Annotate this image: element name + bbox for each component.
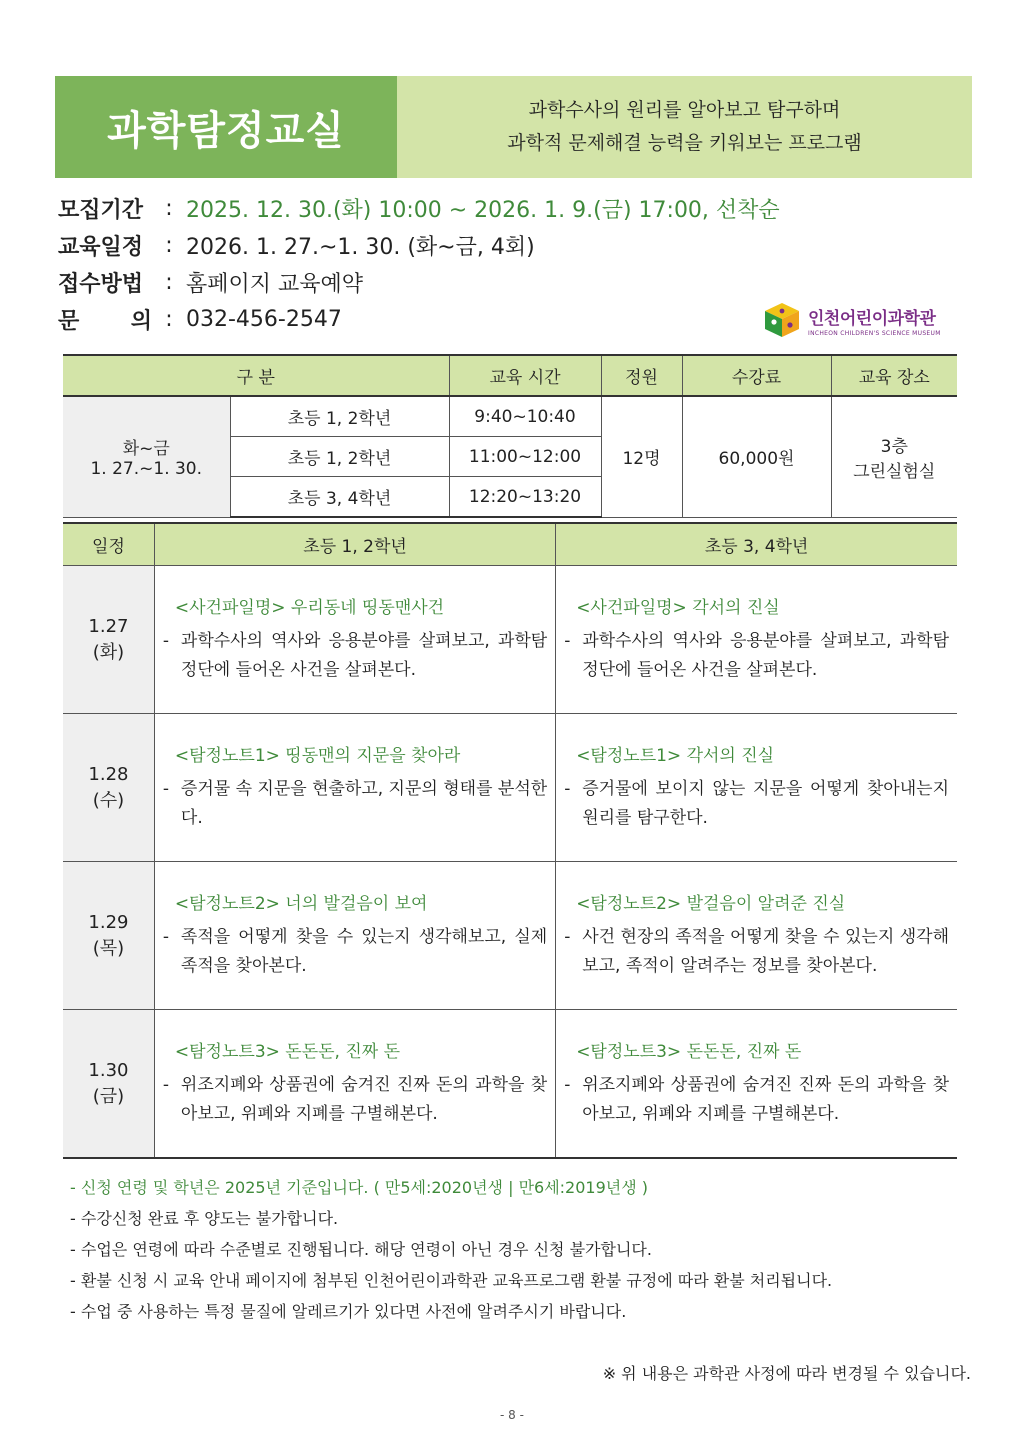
date-cell: [63, 714, 154, 862]
info-label: 접수방법: [58, 272, 144, 297]
museum-logo: [762, 296, 962, 344]
capacity-cell: 12명: [601, 396, 682, 517]
date-cell: [63, 862, 154, 1010]
period-dates: 1. 27.~1. 30.: [90, 459, 203, 480]
notice-list: [70, 1172, 970, 1327]
logo-subtitle: INCHEON CHILDREN'S SCIENCE MUSEUM: [808, 329, 941, 337]
time-cell: 12:20~13:20: [449, 477, 601, 518]
place-cell: [831, 396, 957, 517]
period-days: 화~금: [122, 439, 170, 460]
session-desc: 과학수사의 역사와 응용분야를 살펴보고, 과학탐정단에 들어온 사건을 살펴본다.: [582, 631, 949, 680]
place-room: 그린실험실: [853, 461, 936, 482]
program-title: 과학탐정교실: [107, 107, 345, 154]
upper-grade-content: <탐정노트1> 각서의 진실 - 증거물에 보이지 않는 지문을 어떻게 찾아내는지 원리를 탐구한다.: [556, 714, 957, 862]
session-day: (수): [92, 789, 125, 811]
period-cell: [63, 396, 230, 517]
lower-grade-content: <탐정노트2> 너의 발걸음이 보여 - 족적을 어떻게 찾을 수 있는지 생각해보고, 실제 족적을 찾아본다.: [154, 862, 555, 1010]
session-date: 1.28: [88, 763, 129, 785]
session-title: <사건파일명> 각서의 진실: [576, 598, 780, 618]
grade-cell: 초등 3, 4학년: [230, 477, 449, 518]
table-header: 수강료: [682, 355, 831, 396]
info-value: 홈페이지 교육예약: [186, 272, 364, 297]
curriculum-row: [63, 1010, 957, 1159]
session-desc: 위조지폐와 상품권에 숨겨진 진짜 돈의 과학을 찾아보고, 위폐와 지폐를 구별해본다.: [582, 1075, 949, 1124]
info-value: 032-456-2547: [186, 307, 342, 332]
schedule-table: [63, 354, 957, 518]
notice-item: - 수업 중 사용하는 특정 물질에 알레르기가 있다면 사전에 알려주시기 바랍니다.: [70, 1302, 627, 1321]
page-number: - 8 -: [500, 1408, 524, 1422]
info-value: 2025. 12. 30.(화) 10:00 ~ 2026. 1. 9.(금) 17:00, 선착순: [186, 198, 780, 223]
info-contact: 문 의 : 032-456-2547: [58, 301, 918, 338]
description-line: 과학적 문제해결 능력을 키워보는 프로그램: [507, 132, 862, 154]
session-desc: 과학수사의 역사와 응용분야를 살펴보고, 과학탐정단에 들어온 사건을 살펴본다.: [180, 631, 548, 680]
table-header: 초등 3, 4학년: [556, 523, 957, 566]
notice-item: - 신청 연령 및 학년은 2025년 기준입니다. ( 만5세:2020년생 | 만6세:2019년생 ): [70, 1178, 649, 1197]
session-title: <탐정노트1> 띵동맨의 지문을 찾아라: [174, 746, 461, 766]
notice-item: - 환불 신청 시 교육 안내 페이지에 첨부된 인천어린이과학관 교육프로그램 환불 규정에 따라 환불 처리됩니다.: [70, 1271, 833, 1290]
program-title-box: [55, 76, 397, 178]
time-cell: 11:00~12:00: [449, 437, 601, 477]
table-header-row: [63, 523, 957, 566]
curriculum-row: [63, 862, 957, 1010]
table-header: 초등 1, 2학년: [154, 523, 555, 566]
upper-grade-content: <탐정노트3> 돈돈돈, 진짜 돈 - 위조지폐와 상품권에 숨겨진 진짜 돈의 과학을 찾아보고, 위폐와 지폐를 구별해본다.: [556, 1010, 957, 1159]
logo-name: 인천어린이과학관: [808, 308, 936, 329]
cube-logo-icon: [762, 300, 802, 340]
session-desc: 족적을 어떻게 찾을 수 있는지 생각해보고, 실제 족적을 찾아본다.: [180, 927, 548, 976]
program-description: [397, 76, 972, 178]
session-title: <탐정노트3> 돈돈돈, 진짜 돈: [174, 1042, 401, 1062]
session-title: <탐정노트2> 발걸음이 알려준 진실: [576, 894, 846, 914]
session-day: (금): [92, 1085, 125, 1107]
grade-cell: 초등 1, 2학년: [230, 396, 449, 437]
date-cell: [63, 1010, 154, 1159]
session-day: (화): [92, 641, 125, 663]
lower-grade-content: <탐정노트3> 돈돈돈, 진짜 돈 - 위조지폐와 상품권에 숨겨진 진짜 돈의 과학을 찾아보고, 위폐와 지폐를 구별해본다.: [154, 1010, 555, 1159]
date-cell: [63, 566, 154, 714]
table-header: 정원: [601, 355, 682, 396]
info-schedule: 교육일정 : 2026. 1. 27.~1. 30. (화~금, 4회): [58, 227, 918, 264]
info-label: 모집기간: [58, 198, 144, 223]
program-header: [55, 76, 972, 178]
change-notice: ※ 위 내용은 과학관 사정에 따라 변경될 수 있습니다.: [602, 1364, 971, 1383]
lower-grade-content: <탐정노트1> 띵동맨의 지문을 찾아라 - 증거물 속 지문을 현출하고, 지문의 형태를 분석한다.: [154, 714, 555, 862]
fee-cell: 60,000원: [682, 396, 831, 517]
curriculum-row: [63, 714, 957, 862]
info-label: 교육일정: [58, 235, 144, 260]
info-recruit-period: 모집기간 : 2025. 12. 30.(화) 10:00 ~ 2026. 1. 9.(금) 17:00, 선착순: [58, 190, 918, 227]
upper-grade-content: <탐정노트2> 발걸음이 알려준 진실 - 사건 현장의 족적을 어떻게 찾을 수 있는지 생각해보고, 족적이 알려주는 정보를 찾아본다.: [556, 862, 957, 1010]
place-floor: 3층: [880, 436, 908, 457]
description-line: 과학수사의 원리를 알아보고 탐구하며: [528, 99, 841, 121]
session-date: 1.27: [88, 615, 129, 637]
lower-grade-content: <사건파일명> 우리동네 띵동맨사건 - 과학수사의 역사와 응용분야를 살펴보고, 과학탐정단에 들어온 사건을 살펴본다.: [154, 566, 555, 714]
notice-item: - 수강신청 완료 후 양도는 불가합니다.: [70, 1209, 339, 1228]
session-title: <사건파일명> 우리동네 띵동맨사건: [174, 598, 445, 618]
table-header: 구 분: [63, 355, 449, 396]
session-title: <탐정노트2> 너의 발걸음이 보여: [174, 894, 428, 914]
curriculum-table: [63, 522, 957, 1159]
grade-cell: 초등 1, 2학년: [230, 437, 449, 477]
session-desc: 사건 현장의 족적을 어떻게 찾을 수 있는지 생각해보고, 족적이 알려주는 정보를 찾아본다.: [582, 927, 949, 976]
notice-item: - 수업은 연령에 따라 수준별로 진행됩니다. 해당 연령이 아닌 경우 신청 불가합니다.: [70, 1240, 652, 1259]
session-date: 1.30: [88, 1059, 129, 1081]
info-value: 2026. 1. 27.~1. 30. (화~금, 4회): [186, 235, 535, 260]
upper-grade-content: <사건파일명> 각서의 진실 - 과학수사의 역사와 응용분야를 살펴보고, 과학탐정단에 들어온 사건을 살펴본다.: [556, 566, 957, 714]
session-title: <탐정노트3> 돈돈돈, 진짜 돈: [576, 1042, 802, 1062]
session-day: (목): [92, 937, 125, 959]
session-desc: 증거물 속 지문을 현출하고, 지문의 형태를 분석한다.: [180, 779, 548, 828]
session-desc: 위조지폐와 상품권에 숨겨진 진짜 돈의 과학을 찾아보고, 위폐와 지폐를 구별해본다.: [180, 1075, 548, 1124]
table-header: 교육 시간: [449, 355, 601, 396]
table-header: 교육 장소: [831, 355, 957, 396]
table-header: 일정: [63, 523, 154, 566]
session-desc: 증거물에 보이지 않는 지문을 어떻게 찾아내는지 원리를 탐구한다.: [582, 779, 949, 828]
info-registration: 접수방법 : 홈페이지 교육예약: [58, 264, 918, 301]
time-cell: 9:40~10:40: [449, 396, 601, 437]
curriculum-row: [63, 566, 957, 714]
table-header-row: [63, 355, 957, 396]
info-label: 문 의: [58, 309, 152, 334]
table-row: [63, 396, 957, 437]
session-title: <탐정노트1> 각서의 진실: [576, 746, 775, 766]
session-date: 1.29: [88, 911, 129, 933]
